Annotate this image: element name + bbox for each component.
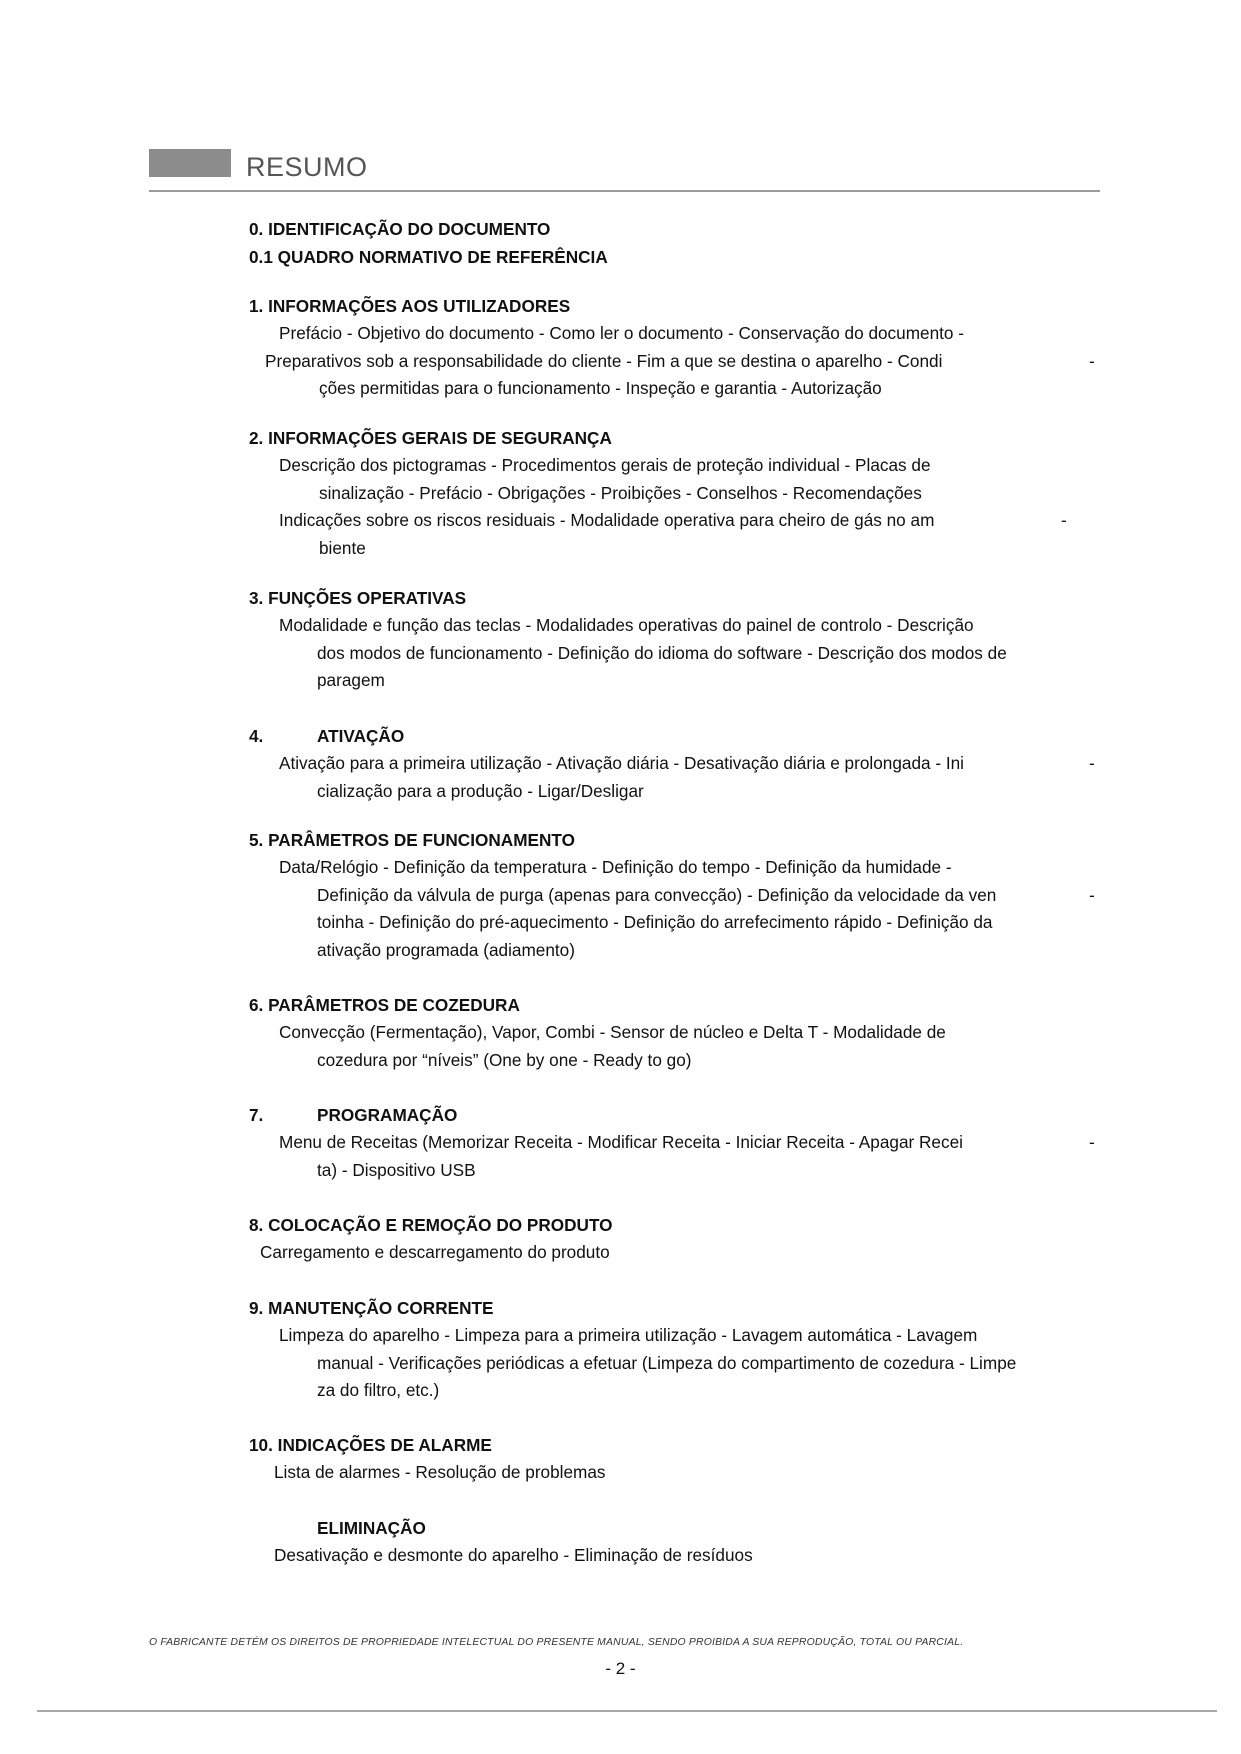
toc-number-7: 7.	[249, 1105, 264, 1125]
toc-heading-eliminacao: ELIMINAÇÃO	[317, 1518, 426, 1538]
toc-line-5-2: Definição da válvula de purga (apenas para convecção) - Definição da velocidade da ven	[317, 885, 997, 905]
toc-heading-6: 6. PARÂMETROS DE COZEDURA	[249, 995, 520, 1015]
toc-line-9-2: manual - Verificações periódicas a efetuar (Limpeza do compartimento de cozedura - Limpe	[317, 1353, 1017, 1373]
toc-line-2-1: Descrição dos pictogramas - Procedimentos gerais de proteção individual - Placas de	[279, 455, 931, 475]
toc-heading-8: 8. COLOCAÇÃO E REMOÇÃO DO PRODUTO	[249, 1215, 613, 1235]
toc-heading-10: 10. INDICAÇÕES DE ALARME	[249, 1435, 492, 1455]
toc-heading-2: 2. INFORMAÇÕES GERAIS DE SEGURANÇA	[249, 428, 612, 448]
toc-line-4-2: cialização para a produção - Ligar/Desligar	[317, 781, 644, 801]
toc-line-7-2: ta) - Dispositivo USB	[317, 1160, 476, 1180]
hyphen-mark: -	[1089, 753, 1095, 773]
toc-heading-4: ATIVAÇÃO	[317, 726, 405, 746]
toc-line-10-1: Lista de alarmes - Resolução de problemas	[274, 1462, 606, 1482]
toc-line-1-3: ções permitidas para o funcionamento - Inspeção e garantia - Autorização	[319, 378, 882, 398]
hyphen-mark: -	[1061, 510, 1067, 530]
toc-line-5-4: ativação programada (adiamento)	[317, 940, 575, 960]
toc-line-6-2: cozedura por “níveis” (One by one - Ready to go)	[317, 1050, 692, 1070]
page-title: RESUMO	[246, 152, 368, 182]
page-number: - 2 -	[605, 1659, 636, 1678]
toc-heading-7: PROGRAMAÇÃO	[317, 1105, 458, 1125]
header-divider	[149, 190, 1100, 192]
header-bar-block	[149, 149, 231, 177]
toc-heading-9: 9. MANUTENÇÃO CORRENTE	[249, 1298, 494, 1318]
toc-line-5-1: Data/Relógio - Definição da temperatura - Definição do tempo - Definição da humidade -	[279, 857, 952, 877]
toc-line-2-2: sinalização - Prefácio - Obrigações - Proibições - Conselhos - Recomendações	[319, 483, 922, 503]
toc-number-4: 4.	[249, 726, 264, 746]
toc-heading-0: 0. IDENTIFICAÇÃO DO DOCUMENTO	[249, 219, 551, 239]
toc-heading-3: 3. FUNÇÕES OPERATIVAS	[249, 588, 467, 608]
toc-line-2-4: biente	[319, 538, 366, 558]
hyphen-mark: -	[1089, 885, 1095, 905]
toc-line-5-3: toinha - Definição do pré-aquecimento - Definição do arrefecimento rápido - Definição da	[317, 912, 993, 932]
toc-line-3-3: paragem	[317, 670, 385, 690]
toc-line-1-1: Prefácio - Objetivo do documento - Como ler o documento - Conservação do documento -	[279, 323, 964, 343]
toc-heading-5: 5. PARÂMETROS DE FUNCIONAMENTO	[249, 830, 575, 850]
bottom-divider	[37, 1710, 1217, 1712]
toc-line-7-1: Menu de Receitas (Memorizar Receita - Modificar Receita - Iniciar Receita - Apagar Recei	[279, 1132, 963, 1152]
toc-line-6-1: Convecção (Fermentação), Vapor, Combi - Sensor de núcleo e Delta T - Modalidade de	[279, 1022, 946, 1042]
toc-line-9-1: Limpeza do aparelho - Limpeza para a primeira utilização - Lavagem automática - Lavagem	[279, 1325, 978, 1345]
toc-heading-0-1: 0.1 QUADRO NORMATIVO DE REFERÊNCIA	[249, 247, 608, 267]
toc-line-eliminacao-1: Desativação e desmonte do aparelho - Eliminação de resíduos	[274, 1545, 753, 1565]
toc-line-3-1: Modalidade e função das teclas - Modalidades operativas do painel de controlo - Descrição	[279, 615, 974, 635]
toc-line-8-1: Carregamento e descarregamento do produto	[260, 1242, 610, 1262]
toc-line-4-1: Ativação para a primeira utilização - Ativação diária - Desativação diária e prolongada - Ini	[279, 753, 964, 773]
hyphen-mark: -	[1089, 351, 1095, 371]
copyright-notice: O FABRICANTE DETÉM OS DIREITOS DE PROPRIEDADE INTELECTUAL DO PRESENTE MANUAL, SENDO PROIBIDA A SUA REPRODUÇÃO, TOTAL OU PARCIAL.	[149, 1637, 964, 1648]
toc-line-1-2: Preparativos sob a responsabilidade do cliente - Fim a que se destina o aparelho - Condi	[265, 351, 943, 371]
toc-line-3-2: dos modos de funcionamento - Definição do idioma do software - Descrição dos modos de	[317, 643, 1007, 663]
toc-line-2-3: Indicações sobre os riscos residuais - Modalidade operativa para cheiro de gás no am	[279, 510, 935, 530]
toc-heading-1: 1. INFORMAÇÕES AOS UTILIZADORES	[249, 296, 571, 316]
hyphen-mark: -	[1089, 1132, 1095, 1152]
toc-line-9-3: za do filtro, etc.)	[317, 1380, 440, 1400]
